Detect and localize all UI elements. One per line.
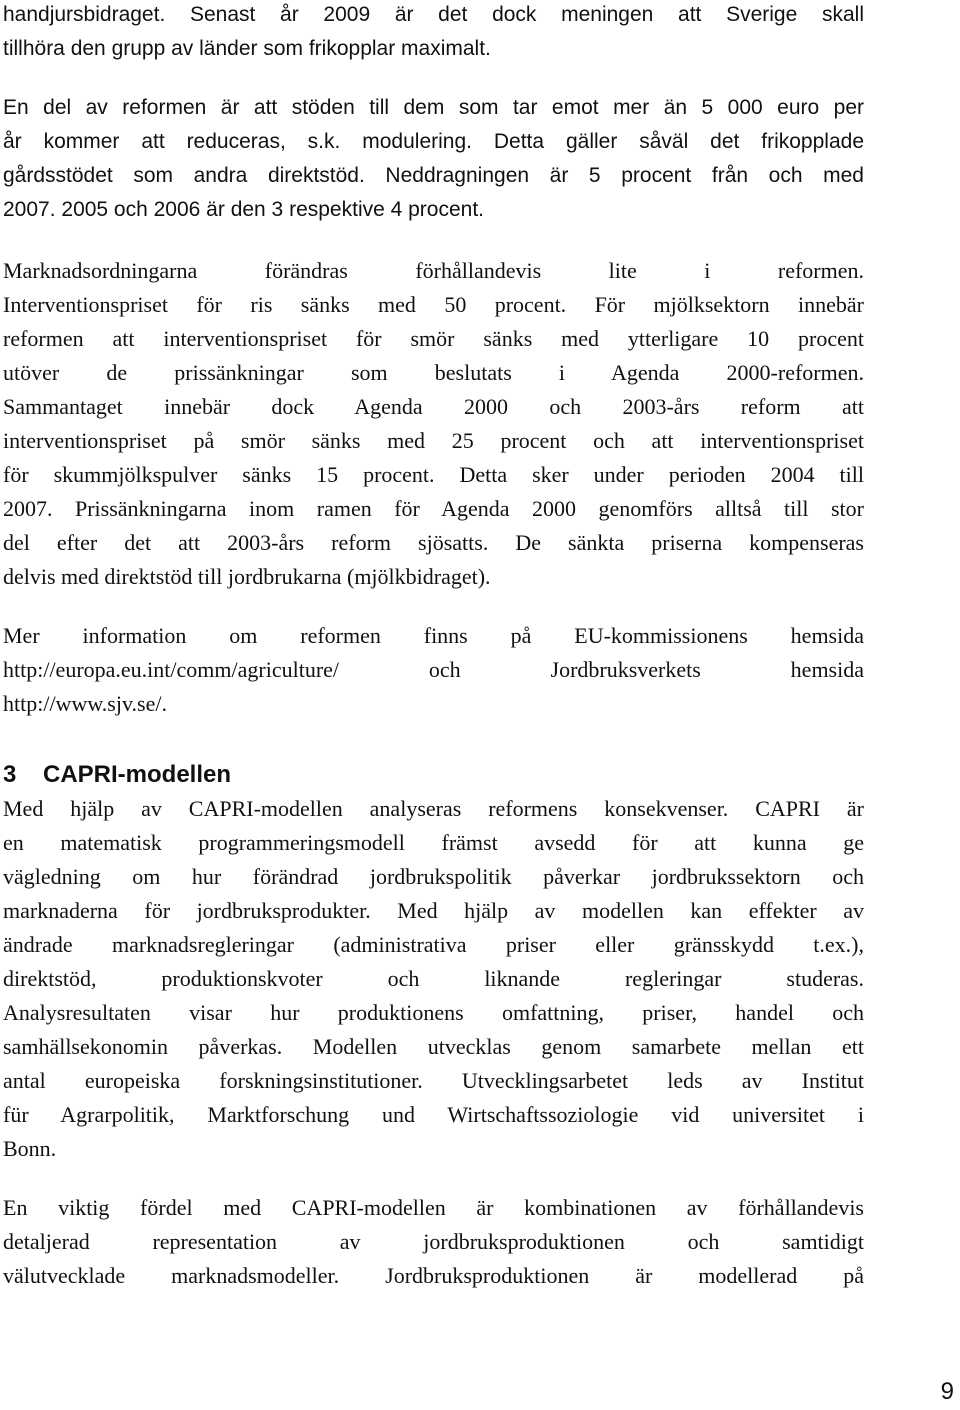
text-line: utöver de prissänkningar som beslutats i Agenda 2000-reformen. bbox=[3, 360, 864, 385]
text-line: reformen att interventionspriset för smör sänks med ytterligare 10 procent bbox=[3, 326, 864, 351]
section-number: 3 bbox=[3, 761, 17, 788]
text-line: direktstöd, produktionskvoter och liknande regleringar studeras. bbox=[3, 966, 864, 991]
text-line: Analysresultaten visar hur produktionens omfattning, priser, handel och bbox=[3, 1000, 864, 1025]
text-line: En viktig fördel med CAPRI-modellen är kombinationen av förhållandevis bbox=[3, 1195, 864, 1220]
text-line: 2007. 2005 och 2006 är den 3 respektive 4 procent. bbox=[3, 198, 485, 221]
text-line: välutvecklade marknadsmodeller. Jordbruksproduktionen är modellerad på bbox=[3, 1263, 864, 1288]
text-line: år kommer att reduceras, s.k. modulering. Detta gäller såväl det frikopplade bbox=[3, 130, 864, 153]
text-line: marknaderna för jordbruksprodukter. Med hjälp av modellen kan effekter av bbox=[3, 898, 864, 923]
text-line: Interventionspriset för ris sänks med 50 procent. För mjölksektorn innebär bbox=[3, 292, 864, 317]
paragraph-capri-intro bbox=[3, 792, 864, 1166]
text-line: handjursbidraget. Senast år 2009 är det dock meningen att Sverige skall bbox=[3, 3, 864, 26]
section-title: CAPRI-modellen bbox=[43, 761, 232, 788]
text-line: En del av reformen är att stöden till dem som tar emot mer än 5 000 euro per bbox=[3, 96, 864, 119]
text-line: del efter det att 2003-års reform sjösatts. De sänkta priserna kompenseras bbox=[3, 530, 864, 555]
text-line: ändrade marknadsregleringar (administrativa priser eller gränsskydd t.ex.), bbox=[3, 932, 864, 957]
text-line: gårdsstödet som andra direktstöd. Neddragningen är 5 procent från och med bbox=[3, 164, 864, 187]
text-line: http://europa.eu.int/comm/agriculture/ och Jordbruksverkets hemsida bbox=[3, 657, 864, 682]
text-line: Marknadsordningarna förändras förhållandevis lite i reformen. bbox=[3, 258, 864, 283]
paragraph-capri-advantage bbox=[3, 1191, 864, 1293]
paragraph-continuation bbox=[3, 0, 864, 65]
text-line: för skummjölkspulver sänks 15 procent. Detta sker under perioden 2004 till bbox=[3, 462, 864, 487]
text-line: Mer information om reformen finns på EU-kommissionens hemsida bbox=[3, 623, 864, 648]
text-line: samhällsekonomin påverkas. Modellen utvecklas genom samarbete mellan ett bbox=[3, 1034, 864, 1059]
text-line: 2007. Prissänkningarna inom ramen för Agenda 2000 genomförs alltså till stor bbox=[3, 496, 864, 521]
text-line: tillhöra den grupp av länder som frikopplar maximalt. bbox=[3, 37, 491, 60]
paragraph-modulation bbox=[3, 90, 864, 226]
text-line: detaljerad representation av jordbruksproduktionen och samtidigt bbox=[3, 1229, 864, 1254]
text-line: delvis med direktstöd till jordbrukarna (mjölkbidraget). bbox=[3, 564, 491, 589]
text-line: antal europeiska forskningsinstitutioner. Utvecklingsarbetet leds av Institut bbox=[3, 1068, 864, 1093]
paragraph-more-info bbox=[3, 619, 864, 721]
text-line: en matematisk programmeringsmodell främst avsedd för att kunna ge bbox=[3, 830, 864, 855]
text-line: http://www.sjv.se/. bbox=[3, 691, 167, 716]
text-line: vägledning om hur förändrad jordbrukspolitik påverkar jordbrukssektorn och bbox=[3, 864, 864, 889]
text-line: Med hjälp av CAPRI-modellen analyseras reformens konsekvenser. CAPRI är bbox=[3, 796, 864, 821]
text-line: für Agrarpolitik, Marktforschung und Wirtschaftssoziologie vid universitet i bbox=[3, 1102, 864, 1127]
text-line: interventionspriset på smör sänks med 25 procent och att interventionspriset bbox=[3, 428, 864, 453]
section-heading bbox=[3, 755, 231, 795]
paragraph-market-regimes bbox=[3, 254, 864, 594]
page-number: 9 bbox=[940, 1378, 954, 1405]
text-line: Sammantaget innebär dock Agenda 2000 och 2003-års reform att bbox=[3, 394, 864, 419]
text-line: Bonn. bbox=[3, 1136, 57, 1161]
